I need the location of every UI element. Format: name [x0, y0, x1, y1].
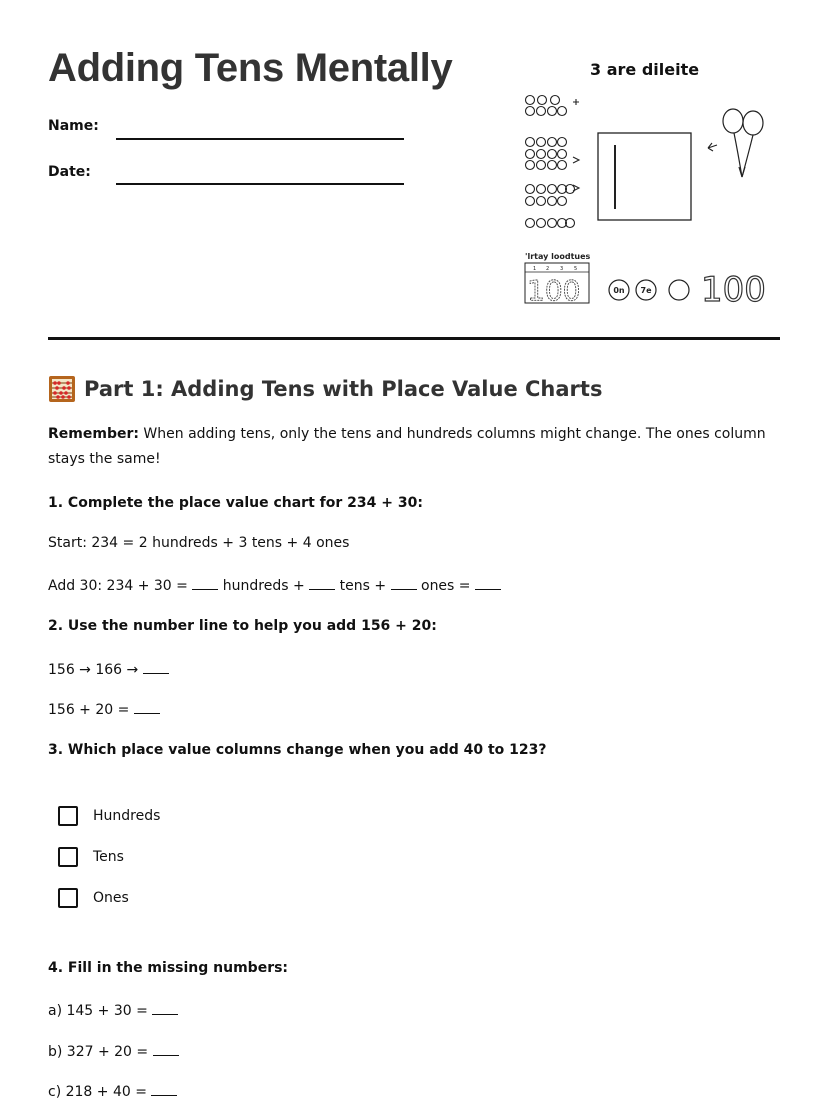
- q2-number-line: [48, 659, 169, 678]
- q4-answer-blank[interactable]: [151, 1081, 177, 1096]
- q1-tens-text: tens +: [335, 578, 391, 594]
- abacus-icon: [48, 375, 76, 403]
- question-1-label: 1. Complete the place value chart for 234 + 30:: [48, 495, 423, 511]
- q1-answer-blank[interactable]: [309, 575, 335, 590]
- chart-tick: 5: [574, 266, 578, 272]
- q2-line2-text: 156 + 20 =: [48, 702, 134, 718]
- q2-answer-blank[interactable]: [134, 699, 160, 714]
- date-field[interactable]: [116, 183, 404, 185]
- q1-ones-text: ones =: [416, 578, 475, 594]
- option-label: Hundreds: [93, 808, 161, 824]
- big-number: 100: [701, 270, 766, 310]
- checkbox[interactable]: [58, 888, 78, 908]
- circle-icon: [669, 280, 689, 300]
- question-2-label: 2. Use the number line to help you add 156 + 20:: [48, 618, 437, 634]
- date-label: Date:: [48, 164, 91, 180]
- chart-tick: 1: [533, 266, 537, 272]
- q4-answer-blank[interactable]: [153, 1041, 179, 1056]
- q1-hundreds-text: hundreds +: [218, 578, 310, 594]
- option-label: Ones: [93, 890, 129, 906]
- arrow-icon: [708, 143, 717, 151]
- name-label: Name:: [48, 118, 99, 134]
- counting-illustration: [515, 85, 775, 310]
- page-title: Adding Tens Mentally: [48, 46, 453, 90]
- q2-line1-text: 156 → 166 →: [48, 662, 143, 678]
- option-label: Tens: [93, 849, 124, 865]
- question-4-label: 4. Fill in the missing numbers:: [48, 960, 289, 976]
- option-hundreds[interactable]: [58, 806, 160, 826]
- q4-a-text: a) 145 + 30 =: [48, 1003, 153, 1019]
- q4-answer-blank[interactable]: [152, 1000, 178, 1015]
- remember-note: [48, 422, 783, 472]
- chart-tick: 3: [560, 266, 564, 272]
- remember-text: When adding tens, only the tens and hundreds columns might change. The ones column stays the same!: [48, 426, 766, 467]
- q1-add-line: [48, 575, 501, 594]
- option-tens[interactable]: [58, 847, 124, 867]
- q4-b-text: b) 327 + 20 =: [48, 1044, 153, 1060]
- balloon-icon: [723, 109, 763, 177]
- q4-c-text: c) 218 + 40 =: [48, 1084, 152, 1100]
- q1-answer-blank[interactable]: [192, 575, 218, 590]
- option-ones[interactable]: [58, 888, 129, 908]
- q4-item-a: [48, 1000, 178, 1019]
- illustration-title: 3 are dileite: [590, 60, 700, 79]
- chart-number: 100: [527, 274, 581, 307]
- name-field[interactable]: [116, 138, 404, 140]
- q4-item-c: [48, 1081, 177, 1100]
- chart-label: 'lrtay loodtues: [525, 252, 591, 261]
- q2-sum-line: [48, 699, 160, 718]
- checkbox[interactable]: [58, 806, 78, 826]
- part1-heading-text: Part 1: Adding Tens with Place Value Charts: [84, 377, 603, 401]
- badge-2: 7e: [640, 286, 652, 295]
- q1-add-prefix: Add 30: 234 + 30 =: [48, 578, 193, 594]
- q1-answer-blank[interactable]: [391, 575, 417, 590]
- part1-heading: [48, 375, 602, 403]
- q1-answer-blank[interactable]: [475, 575, 501, 590]
- chart-tick: 2: [546, 266, 550, 272]
- badge-1: 0n: [613, 286, 625, 295]
- box-icon: [598, 133, 691, 220]
- header-divider: [48, 337, 780, 340]
- remember-label: Remember:: [48, 426, 139, 442]
- apple-icon: [526, 96, 575, 228]
- q2-answer-blank[interactable]: [143, 659, 169, 674]
- checkbox[interactable]: [58, 847, 78, 867]
- question-3-label: 3. Which place value columns change when you add 40 to 123?: [48, 742, 547, 758]
- q1-start-line: Start: 234 = 2 hundreds + 3 tens + 4 ones: [48, 535, 350, 551]
- q4-item-b: [48, 1041, 179, 1060]
